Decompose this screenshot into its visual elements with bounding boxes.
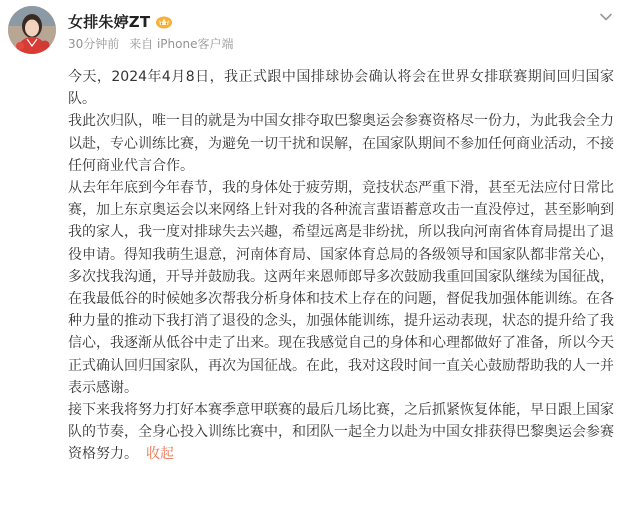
chevron-down-icon[interactable] [598,9,614,25]
post-paragraph-1: 今天，2024年4月8日，我正式跟中国排球协会确认将会在世界女排联赛期间回归国家队。 [68,69,614,108]
avatar[interactable] [8,6,56,54]
post-header [68,10,586,52]
avatar-photo [8,6,56,54]
post-paragraph-4 [68,399,614,466]
collapse-link[interactable]: 收起 [146,446,174,463]
post-paragraph-2: 我此次归队，唯一目的就是为中国女排夺取巴黎奥运会参赛资格尽一份力，为此我会全力以赴，专心训练比赛，为避免一切干扰和误解，在国家队期间不参加任何商业活动，不接任何商业代言合作。 [68,113,614,174]
post-content [68,66,614,466]
vip-crown-icon[interactable] [155,13,173,29]
post-paragraph-3: 从去年年底到今年春节，我的身体处于疲劳期，竞技状态严重下滑，甚至无法应付日常比赛，加上东京奥运会以来网络上针对我的各种流言蜚语蓄意攻击一直没停过，甚至影响到我的家人，我一度对排球失去兴趣，希望远离是非纷扰，所以我向河南省体育局提出了退役申请。得知我萌生退意，河南体育局、国家体育总局的各级领导和国家队都非常关心，多次找我沟通，开导并鼓励我。这两年来恩师郎导多次鼓励我重回国家队继续为国征战，在我最低谷的时候她多次帮我分析身体和技术上存在的问题，督促我加强体能训练。在各种力量的推动下我打消了退役的念头，加强体能训练，提升运动表现，状态的提升给了我信心，我逐渐从低谷中走了出来。现在我感觉自己的身体和心理都做好了准备，所以今天正式确认回归国家队，再次为国征战。在此，我对这段时间一直关心鼓励帮助我的人一并表示感谢。 [68,180,614,396]
author-name[interactable]: 女排朱婷ZT [68,12,151,31]
post-meta [68,36,586,52]
post-source[interactable]: iPhone客户端 [156,37,234,51]
post-time[interactable]: 30分钟前 [68,37,120,51]
source-prefix: 来自 [129,37,154,51]
post-paragraph-4-text: 接下来我将努力打好本赛季意甲联赛的最后几场比赛，之后抓紧恢复体能，早日跟上国家队的节奏，全身心投入训练比赛中，和团队一起全力以赴为中国女排获得巴黎奥运会参赛资格努力。 [68,402,614,463]
author-row [68,10,586,32]
